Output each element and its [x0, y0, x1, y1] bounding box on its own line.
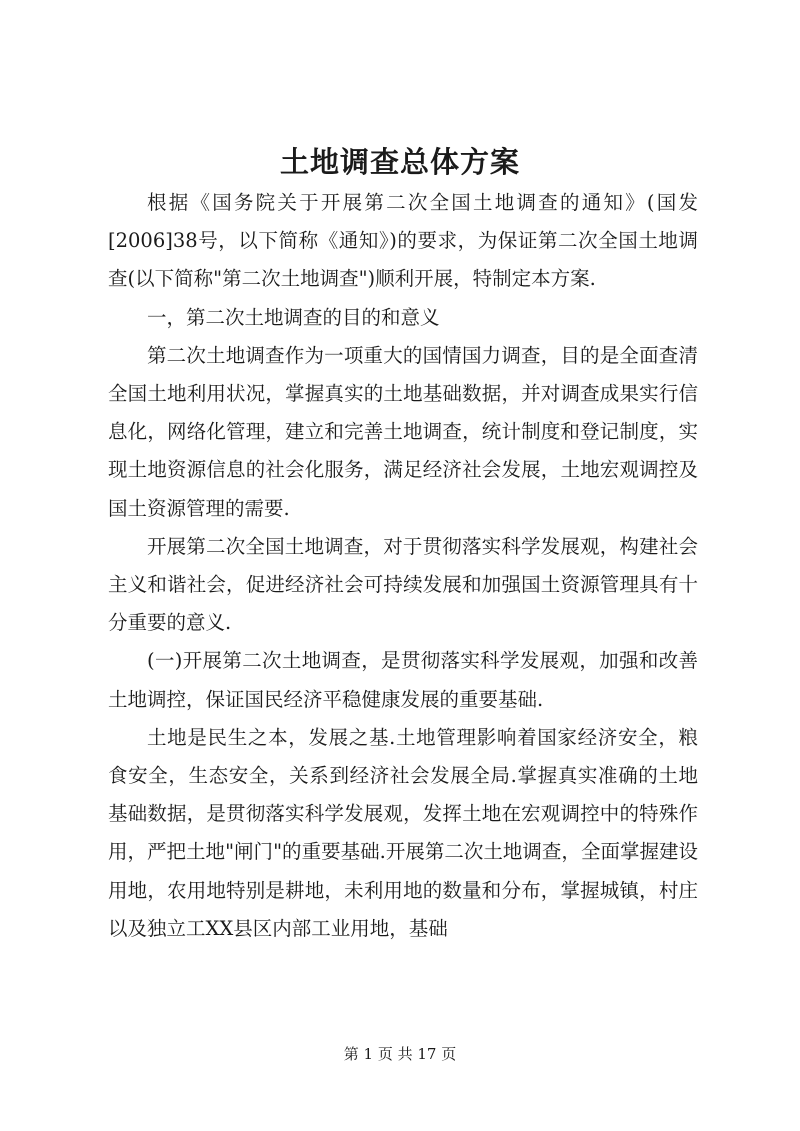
- page-number-footer: 第 1 页 共 17 页: [343, 1045, 457, 1063]
- paragraph-significance: 开展第二次全国土地调查，对于贯彻落实科学发展观，构建社会主义和谐社会，促进经济社会可持续发展和加强国土资源管理具有十分重要的意义.: [108, 534, 698, 635]
- document-body: [108, 184, 698, 948]
- paragraph-purpose: 第二次土地调查作为一项重大的国情国力调查，目的是全面查清全国土地利用状况，掌握真实的土地基础数据，并对调查成果实行信息化，网络化管理，建立和完善土地调查，统计制度和登记制度，实现土地资源信息的社会化服务，满足经济社会发展，土地宏观调控及国土资源管理的需要.: [108, 343, 698, 520]
- subsection-heading-1: (一)开展第二次土地调查，是贯彻落实科学发展观，加强和改善土地调控，保证国民经济平稳健康发展的重要基础.: [108, 649, 698, 711]
- section-heading-1: 一，第二次土地调查的目的和意义: [147, 305, 440, 329]
- paragraph-land-basis: 土地是民生之本，发展之基.土地管理影响着国家经济安全，粮食安全，生态安全，关系到经济社会发展全局.掌握真实准确的土地基础数据，是贯彻落实科学发展观，发挥土地在宏观调控中的特殊作用，严把土地"闸门"的重要基础.开展第二次土地调查，全面掌握建设用地，农用地特别是耕地，未利用地的数量和分布，掌握城镇，村庄以及独立工XX县区内部工业用地，基础: [108, 725, 698, 940]
- paragraph-intro: 根据《国务院关于开展第二次全国土地调查的通知》(国发[2006]38号，以下简称《通知》)的要求，为保证第二次全国土地调查(以下简称"第二次土地调查")顺利开展，特制定本方案.: [108, 191, 698, 291]
- document-title: 土地调查总体方案: [279, 145, 520, 179]
